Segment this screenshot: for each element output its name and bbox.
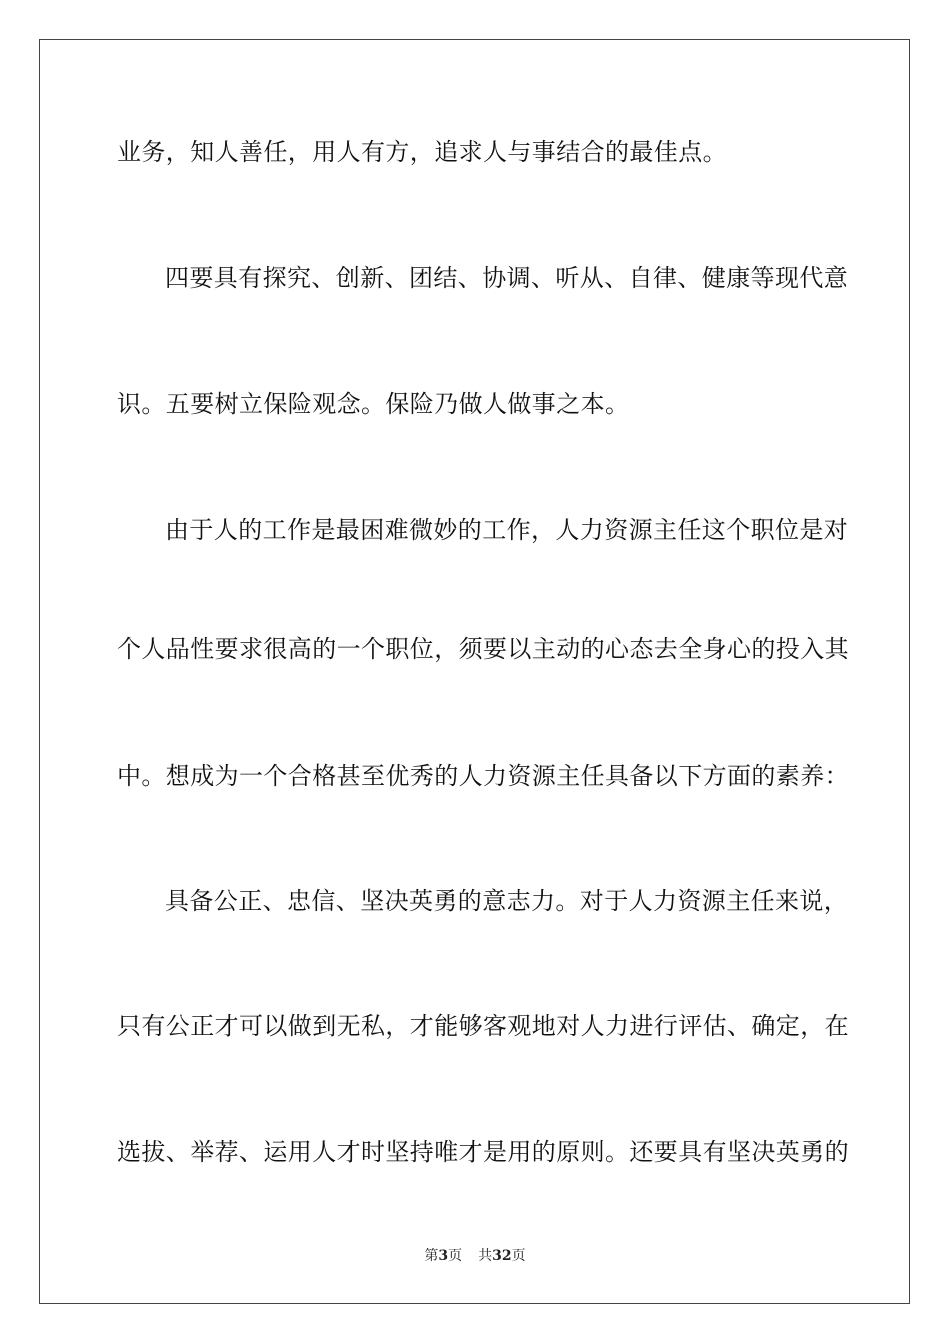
text-line-7: 具备公正、忠信、坚决英勇的意志力。对于人力资源主任来说，: [165, 887, 849, 915]
page-border: [39, 39, 910, 1304]
text-line-2: 四要具有探究、创新、团结、协调、听从、自律、健康等现代意: [165, 264, 849, 292]
text-line-6: 中。想成为一个合格甚至优秀的人力资源主任具备以下方面的素养：: [117, 762, 849, 790]
page-footer: [0, 1247, 950, 1265]
text-line-5: 个人品性要求很高的一个职位，须要以主动的心态去全身心的投入其: [117, 635, 849, 663]
footer-total-pages: 32: [492, 1248, 512, 1264]
footer-page-prefix: 第: [424, 1248, 439, 1264]
footer-page-suffix: 页: [448, 1248, 463, 1264]
text-line-3: 识。五要树立保险观念。保险乃做人做事之本。: [117, 390, 630, 418]
footer-total-suffix: 页: [511, 1248, 526, 1264]
footer-page-number: 3: [438, 1248, 449, 1264]
footer-total-prefix: 共: [478, 1248, 493, 1264]
text-line-9: 选拔、举荐、运用人才时坚持唯才是用的原则。还要具有坚决英勇的: [117, 1138, 849, 1166]
text-line-4: 由于人的工作是最困难微妙的工作，人力资源主任这个职位是对: [165, 516, 849, 544]
text-line-8: 只有公正才可以做到无私，才能够客观地对人力进行评估、确定，在: [117, 1012, 849, 1040]
text-line-1: 业务，知人善任，用人有方，追求人与事结合的最佳点。: [117, 138, 727, 166]
